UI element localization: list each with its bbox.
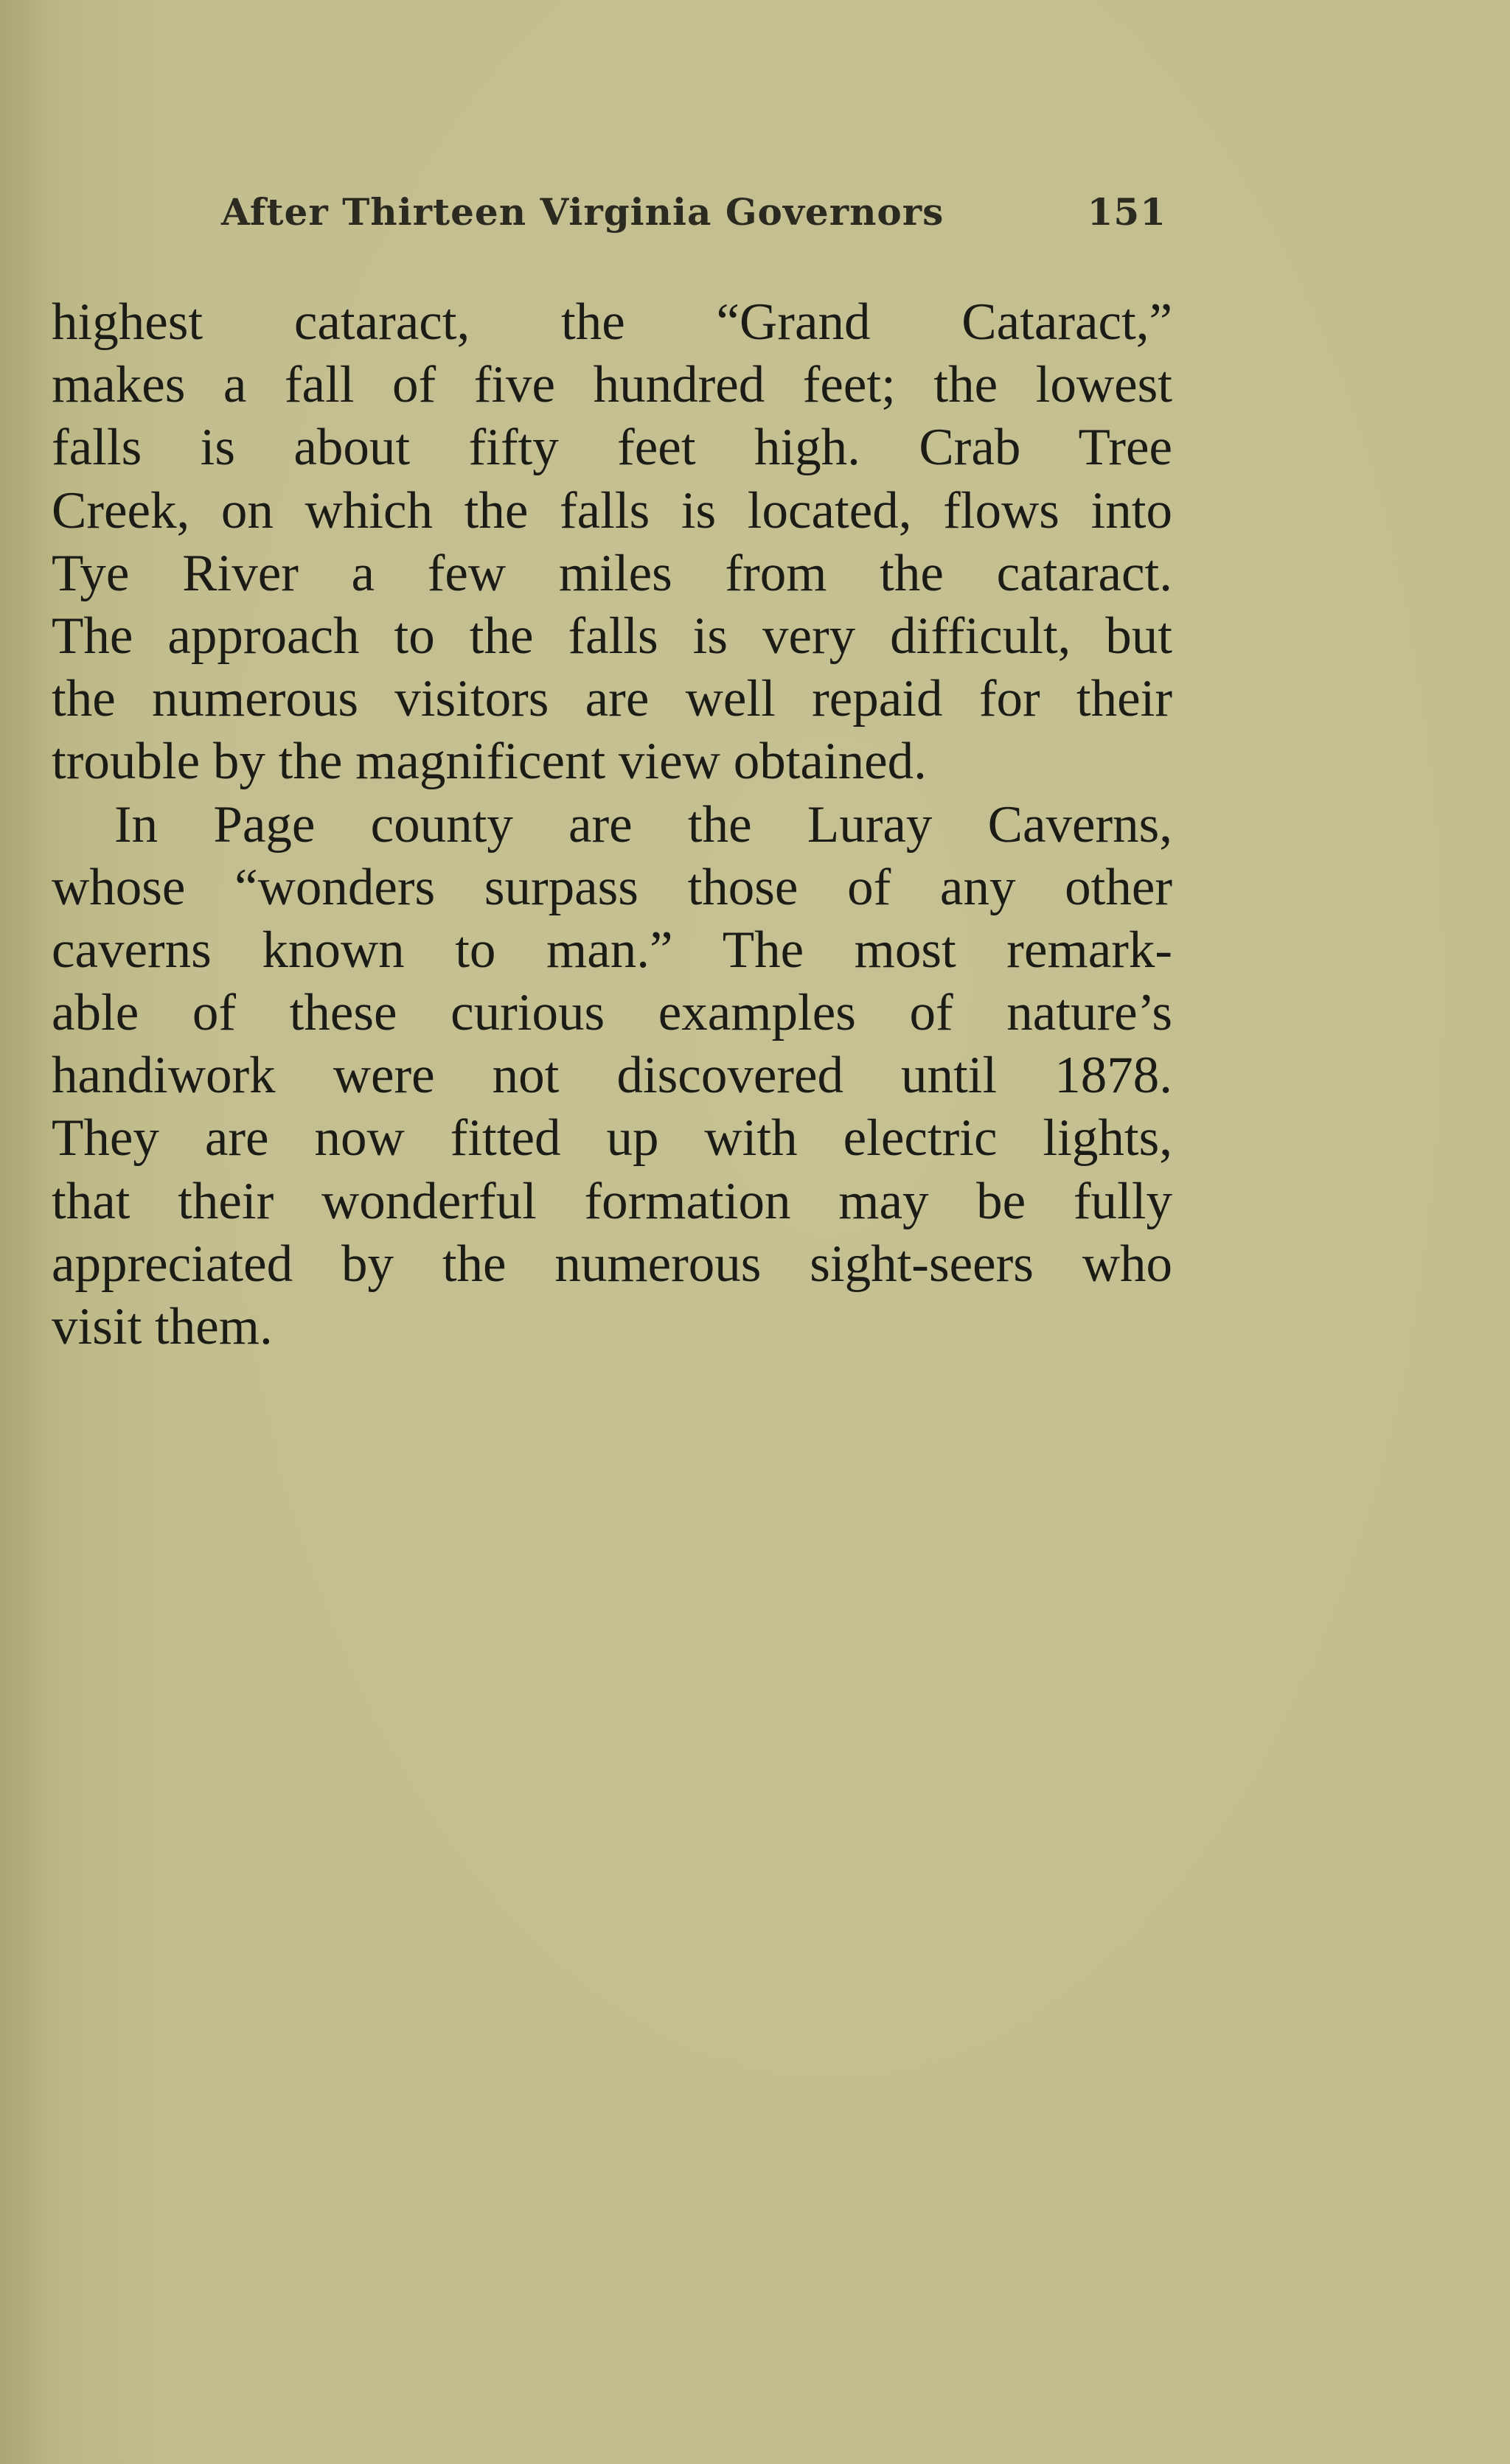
text-line: Tye River a few miles from the cataract. — [52, 544, 1172, 602]
text-line: makes a fall of five hundred feet; the lowest — [52, 356, 1172, 414]
text-line: trouble by the magnificent view obtained. — [52, 733, 927, 791]
page-number: 151 — [1087, 190, 1166, 234]
text-line: handiwork were not discovered until 1878. — [52, 1047, 1172, 1105]
text-line: highest cataract, the “Grand Cataract,” — [52, 293, 1172, 351]
text-line: In Page county are the Luray Caverns, — [114, 795, 1172, 854]
text-line: whose “wonders surpass those of any other — [52, 858, 1172, 916]
text-line: appreciated by the numerous sight-seers who — [52, 1235, 1172, 1293]
paragraph — [52, 794, 1172, 1359]
text-line: that their wonderful formation may be fully — [52, 1172, 1172, 1230]
text-line: falls is about fifty feet high. Crab Tree — [52, 419, 1172, 477]
text-line: able of these curious examples of nature’s — [52, 984, 1172, 1042]
running-head-title: After Thirteen Virginia Governors — [221, 190, 944, 234]
text-line: visit them. — [52, 1298, 273, 1355]
body-text — [52, 291, 1172, 1358]
text-line: They are now fitted up with electric lights, — [52, 1109, 1172, 1168]
text-line: the numerous visitors are well repaid for their — [52, 670, 1172, 728]
paragraph — [52, 291, 1172, 794]
text-line: The approach to the falls is very difficult, but — [52, 607, 1172, 665]
text-line: caverns known to man.” The most remark- — [52, 921, 1172, 979]
text-line: Creek, on which the falls is located, flows into — [52, 481, 1172, 540]
running-head — [221, 190, 1166, 242]
